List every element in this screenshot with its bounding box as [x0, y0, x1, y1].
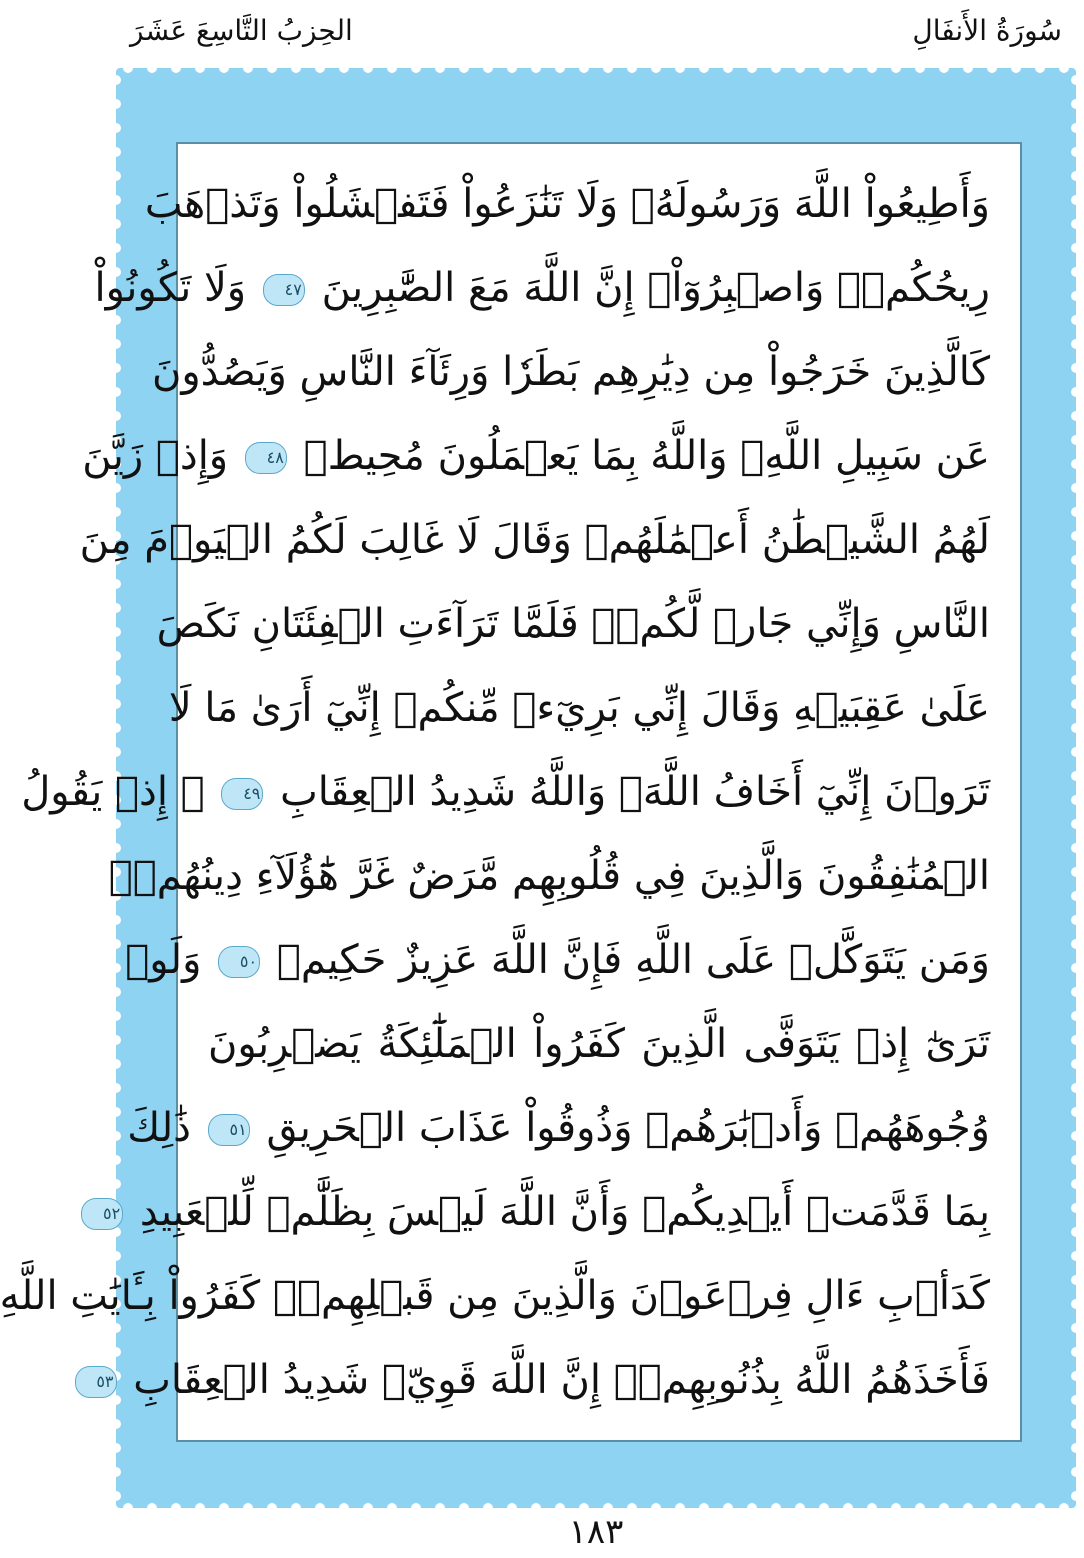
verse-text: وَمَن يَتَوَكَّلۡ عَلَى اللَّهِ فَإِنَّ اللَّهَ عَزِيزٌ حَكِيمٞ: [276, 937, 990, 983]
verse-text: كَالَّذِينَ خَرَجُواْ مِن دِيَٰرِهِم بَطَرٗا وَرِئَآءَ النَّاسِ وَيَصُدُّونَ: [151, 349, 990, 395]
frame-scallop-dot: [555, 63, 565, 73]
frame-scallop-dot: [579, 63, 589, 73]
frame-scallop-dot: [987, 63, 997, 73]
verse-text: رِيحُكُمۡۖ وَاصۡبِرُوٓاْۚ إِنَّ اللَّهَ مَعَ الصَّٰبِرِينَ: [321, 265, 990, 311]
frame-scallop-dot: [1071, 315, 1081, 325]
frame-scallop-dot: [1071, 771, 1081, 781]
frame-scallop-dot: [111, 1419, 121, 1429]
frame-scallop-dot: [1071, 627, 1081, 637]
frame-scallop-dot: [699, 63, 709, 73]
frame-scallop-dot: [111, 171, 121, 181]
frame-scallop-dot: [1071, 1035, 1081, 1045]
frame-scallop-dot: [147, 63, 157, 73]
frame-scallop-dot: [111, 1467, 121, 1477]
frame-scallop-dot: [1071, 339, 1081, 349]
frame-scallop-dot: [111, 123, 121, 133]
frame-scallop-dot: [1071, 555, 1081, 565]
frame-scallop-dot: [1071, 123, 1081, 133]
frame-scallop-dot: [459, 63, 469, 73]
frame-scallop-dot: [1071, 1083, 1081, 1093]
frame-scallop-dot: [1071, 1251, 1081, 1261]
ayah-number-marker: ٥٣: [75, 1366, 117, 1398]
frame-scallop-dot: [531, 63, 541, 73]
frame-scallop-dot: [111, 987, 121, 997]
frame-scallop-dot: [747, 63, 757, 73]
frame-scallop-dot: [1071, 987, 1081, 997]
verse-text: عَلَىٰ عَقِبَيۡهِ وَقَالَ إِنِّي بَرِيٓءٞ مِّنكُمۡ إِنِّيٓ أَرَىٰ مَا لَا: [168, 685, 990, 731]
frame-scallop-dot: [1071, 699, 1081, 709]
verse-text: تَرَىٰٓ إِذۡ يَتَوَفَّى الَّذِينَ كَفَرُواْ الۡمَلَٰٓئِكَةُ يَضۡرِبُونَ: [208, 1021, 990, 1067]
frame-scallop-dot: [1011, 63, 1021, 73]
verse-line: [108, 838, 990, 914]
frame-scallop-dot: [195, 63, 205, 73]
frame-scallop-dot: [111, 339, 121, 349]
ayah-number-marker: ٥٢: [81, 1198, 123, 1230]
frame-scallop-dot: [819, 63, 829, 73]
verse-line: [144, 166, 990, 242]
verse-continuation: وَإِذۡ زَيَّنَ: [82, 433, 229, 479]
frame-scallop-dot: [1071, 219, 1081, 229]
frame-scallop-dot: [1071, 867, 1081, 877]
frame-scallop-dot: [915, 63, 925, 73]
frame-scallop-dot: [111, 1443, 121, 1453]
verse-line: [208, 1006, 990, 1082]
frame-scallop-dot: [1059, 63, 1069, 73]
frame-scallop-dot: [243, 63, 253, 73]
frame-scallop-dot: [723, 63, 733, 73]
frame-scallop-dot: [1071, 963, 1081, 973]
frame-scallop-dot: [1071, 171, 1081, 181]
frame-scallop-dot: [1071, 1179, 1081, 1189]
frame-scallop-dot: [1071, 243, 1081, 253]
verse-line: [156, 586, 990, 662]
frame-scallop-dot: [111, 387, 121, 397]
frame-scallop-dot: [1071, 387, 1081, 397]
frame-scallop-dot: [1071, 1227, 1081, 1237]
frame-scallop-dot: [171, 63, 181, 73]
frame-scallop-dot: [1071, 1299, 1081, 1309]
frame-scallop-dot: [1071, 651, 1081, 661]
frame-scallop-dot: [1071, 267, 1081, 277]
hizb-label: الحِزبُ التَّاسِعَ عَشَرَ: [130, 14, 353, 47]
ayah-number-marker: ٤٧: [263, 274, 305, 306]
frame-scallop-dot: [111, 963, 121, 973]
frame-scallop-dot: [1071, 891, 1081, 901]
frame-scallop-dot: [1071, 819, 1081, 829]
verse-text: الۡمُنَٰفِقُونَ وَالَّذِينَ فِي قُلُوبِهِم مَّرَضٌ غَرَّ هَٰٓؤُلَآءِ دِينُهُمۡۗ: [108, 853, 990, 899]
verse-continuation: وَلَا تَكُونُواْ: [94, 265, 247, 311]
frame-scallop-dot: [111, 675, 121, 685]
frame-scallop-dot: [111, 651, 121, 661]
frame-scallop-dot: [111, 1107, 121, 1117]
verse-text: وَأَطِيعُواْ اللَّهَ وَرَسُولَهُۥ وَلَا تَنَٰزَعُواْ فَتَفۡشَلُواْ وَتَذۡهَبَ: [144, 181, 990, 227]
verse-line: [0, 1258, 990, 1334]
verse-line: [21, 754, 990, 830]
surah-title: سُورَةُ الأَنفَالِ: [912, 14, 1062, 47]
ayah-number-marker: ٥٠: [218, 946, 260, 978]
frame-scallop-dot: [1071, 363, 1081, 373]
frame-scallop-dot: [1071, 507, 1081, 517]
frame-scallop-dot: [111, 1059, 121, 1069]
verse-text: عَن سَبِيلِ اللَّهِۚ وَاللَّهُ بِمَا يَعۡمَلُونَ مُحِيطٞ: [303, 433, 990, 479]
frame-scallop-dot: [771, 63, 781, 73]
frame-scallop-dot: [675, 63, 685, 73]
frame-scallop-dot: [1071, 483, 1081, 493]
verse-text: بِمَا قَدَّمَتۡ أَيۡدِيكُمۡ وَأَنَّ اللَّهَ لَيۡسَ بِظَلَّٰمٖ لِّلۡعَبِيدِ: [139, 1189, 990, 1235]
frame-scallop-dot: [1071, 1443, 1081, 1453]
frame-scallop-dot: [795, 63, 805, 73]
frame-scallop-dot: [435, 63, 445, 73]
frame-scallop-dot: [1071, 795, 1081, 805]
verse-line: [102, 1174, 990, 1250]
verse-continuation: ذَٰلِكَ: [127, 1105, 191, 1151]
frame-scallop-dot: [111, 1035, 121, 1045]
frame-scallop-dot: [1071, 435, 1081, 445]
frame-scallop-dot: [1071, 411, 1081, 421]
verse-text: لَهُمُ الشَّيۡطَٰنُ أَعۡمَٰلَهُمۡ وَقَالَ لَا غَالِبَ لَكُمُ الۡيَوۡمَ مِنَ: [79, 517, 990, 563]
frame-scallop-dot: [891, 63, 901, 73]
frame-scallop-dot: [111, 939, 121, 949]
frame-scallop-dot: [483, 63, 493, 73]
verse-text: كَدَأۡبِ ءَالِ فِرۡعَوۡنَ وَالَّذِينَ مِن قَبۡلِهِمۡۚ كَفَرُواْ بِـَٔايَٰتِ اللَّهِ: [0, 1273, 990, 1319]
frame-scallop-dot: [111, 75, 121, 85]
ornamental-frame: [0, 68, 1076, 1508]
frame-scallop-dot: [1071, 1059, 1081, 1069]
frame-scallop-dot: [1071, 579, 1081, 589]
frame-scallop-dot: [1035, 63, 1045, 73]
frame-scallop-dot: [1071, 1395, 1081, 1405]
frame-scallop-dot: [1071, 939, 1081, 949]
frame-scallop-dot: [1071, 723, 1081, 733]
verse-line: [82, 418, 990, 494]
frame-scallop-dot: [291, 63, 301, 73]
frame-scallop-dot: [1071, 1347, 1081, 1357]
frame-scallop-dot: [111, 1491, 121, 1501]
frame-scallop-dot: [1071, 1275, 1081, 1285]
frame-scallop-dot: [627, 63, 637, 73]
verse-text: وُجُوهَهُمۡ وَأَدۡبَٰرَهُمۡ وَذُوقُواْ عَذَابَ الۡحَرِيقِ: [266, 1105, 990, 1151]
frame-scallop-dot: [111, 219, 121, 229]
frame-scallop-dot: [1071, 459, 1081, 469]
frame-scallop-dot: [111, 1155, 121, 1165]
frame-scallop-dot: [111, 1083, 121, 1093]
frame-scallop-dot: [1071, 1467, 1081, 1477]
frame-scallop-dot: [507, 63, 517, 73]
frame-scallop-dot: [939, 63, 949, 73]
frame-scallop-dot: [1071, 531, 1081, 541]
frame-scallop-dot: [1071, 915, 1081, 925]
frame-scallop-dot: [111, 627, 121, 637]
frame-scallop-dot: [111, 363, 121, 373]
frame-scallop-dot: [1071, 1323, 1081, 1333]
frame-scallop-dot: [111, 147, 121, 157]
page-header: [108, 0, 1084, 70]
verse-line: [96, 1342, 990, 1418]
frame-scallop-dot: [843, 63, 853, 73]
frame-scallop-dot: [1071, 75, 1081, 85]
frame-scallop-dot: [267, 63, 277, 73]
verse-line: [151, 334, 990, 410]
frame-scallop-dot: [1071, 195, 1081, 205]
frame-scallop-dot: [111, 723, 121, 733]
frame-scallop-dot: [111, 579, 121, 589]
ayah-number-marker: ٤٩: [221, 778, 263, 810]
verse-text: تَرَوۡنَ إِنِّيٓ أَخَافُ اللَّهَۚ وَاللَّهُ شَدِيدُ الۡعِقَابِ: [280, 769, 990, 815]
frame-scallop-dot: [123, 63, 133, 73]
page-number: ١٨٣: [568, 1512, 624, 1552]
frame-scallop-dot: [111, 1011, 121, 1021]
frame-scallop-dot: [339, 63, 349, 73]
verse-line: [94, 250, 990, 326]
frame-scallop-dot: [111, 603, 121, 613]
verse-continuation: ۞ إِذۡ يَقُولُ: [21, 769, 205, 815]
frame-scallop-dot: [1071, 603, 1081, 613]
frame-scallop-dot: [411, 63, 421, 73]
frame-scallop-dot: [1071, 99, 1081, 109]
frame-scallop-dot: [1071, 291, 1081, 301]
frame-scallop-dot: [111, 1131, 121, 1141]
frame-scallop-dot: [1071, 1371, 1081, 1381]
frame-scallop-dot: [111, 195, 121, 205]
verse-line: [127, 1090, 990, 1166]
frame-scallop-dot: [651, 63, 661, 73]
frame-scallop-dot: [603, 63, 613, 73]
frame-scallop-dot: [1071, 1203, 1081, 1213]
frame-scallop-dot: [111, 699, 121, 709]
frame-scallop-dot: [363, 63, 373, 73]
frame-scallop-dot: [315, 63, 325, 73]
verse-line: [79, 502, 990, 578]
frame-scallop-dot: [1071, 1107, 1081, 1117]
frame-scallop-dot: [1071, 147, 1081, 157]
verse-continuation: وَلَوۡ: [125, 937, 202, 983]
verse-text: فَأَخَذَهُمُ اللَّهُ بِذُنُوبِهِمۡۚ إِنَّ اللَّهَ قَوِيّٞ شَدِيدُ الۡعِقَابِ: [133, 1357, 990, 1403]
frame-scallop-dot: [1071, 747, 1081, 757]
verse-lines: [0, 166, 990, 1418]
frame-scallop-dot: [219, 63, 229, 73]
ayah-number-marker: ٥١: [208, 1114, 250, 1146]
frame-scallop-dot: [111, 915, 121, 925]
frame-scallop-dot: [1071, 1491, 1081, 1501]
verse-line: [125, 922, 990, 998]
frame-scallop-dot: [387, 63, 397, 73]
frame-scallop-dot: [1071, 675, 1081, 685]
frame-scallop-dot: [1071, 1011, 1081, 1021]
frame-scallop-dot: [1071, 1131, 1081, 1141]
text-panel: [0, 142, 1022, 1442]
frame-scallop-dot: [1071, 1155, 1081, 1165]
frame-scallop-dot: [963, 63, 973, 73]
verse-line: [168, 670, 990, 746]
frame-scallop-dot: [1071, 1419, 1081, 1429]
ayah-number-marker: ٤٨: [245, 442, 287, 474]
frame-scallop-dot: [1071, 843, 1081, 853]
frame-scallop-dot: [867, 63, 877, 73]
frame-scallop-dot: [111, 99, 121, 109]
verse-text: النَّاسِ وَإِنِّي جَارٞ لَّكُمۡۖ فَلَمَّا تَرَآءَتِ الۡفِئَتَانِ نَكَصَ: [156, 601, 990, 647]
